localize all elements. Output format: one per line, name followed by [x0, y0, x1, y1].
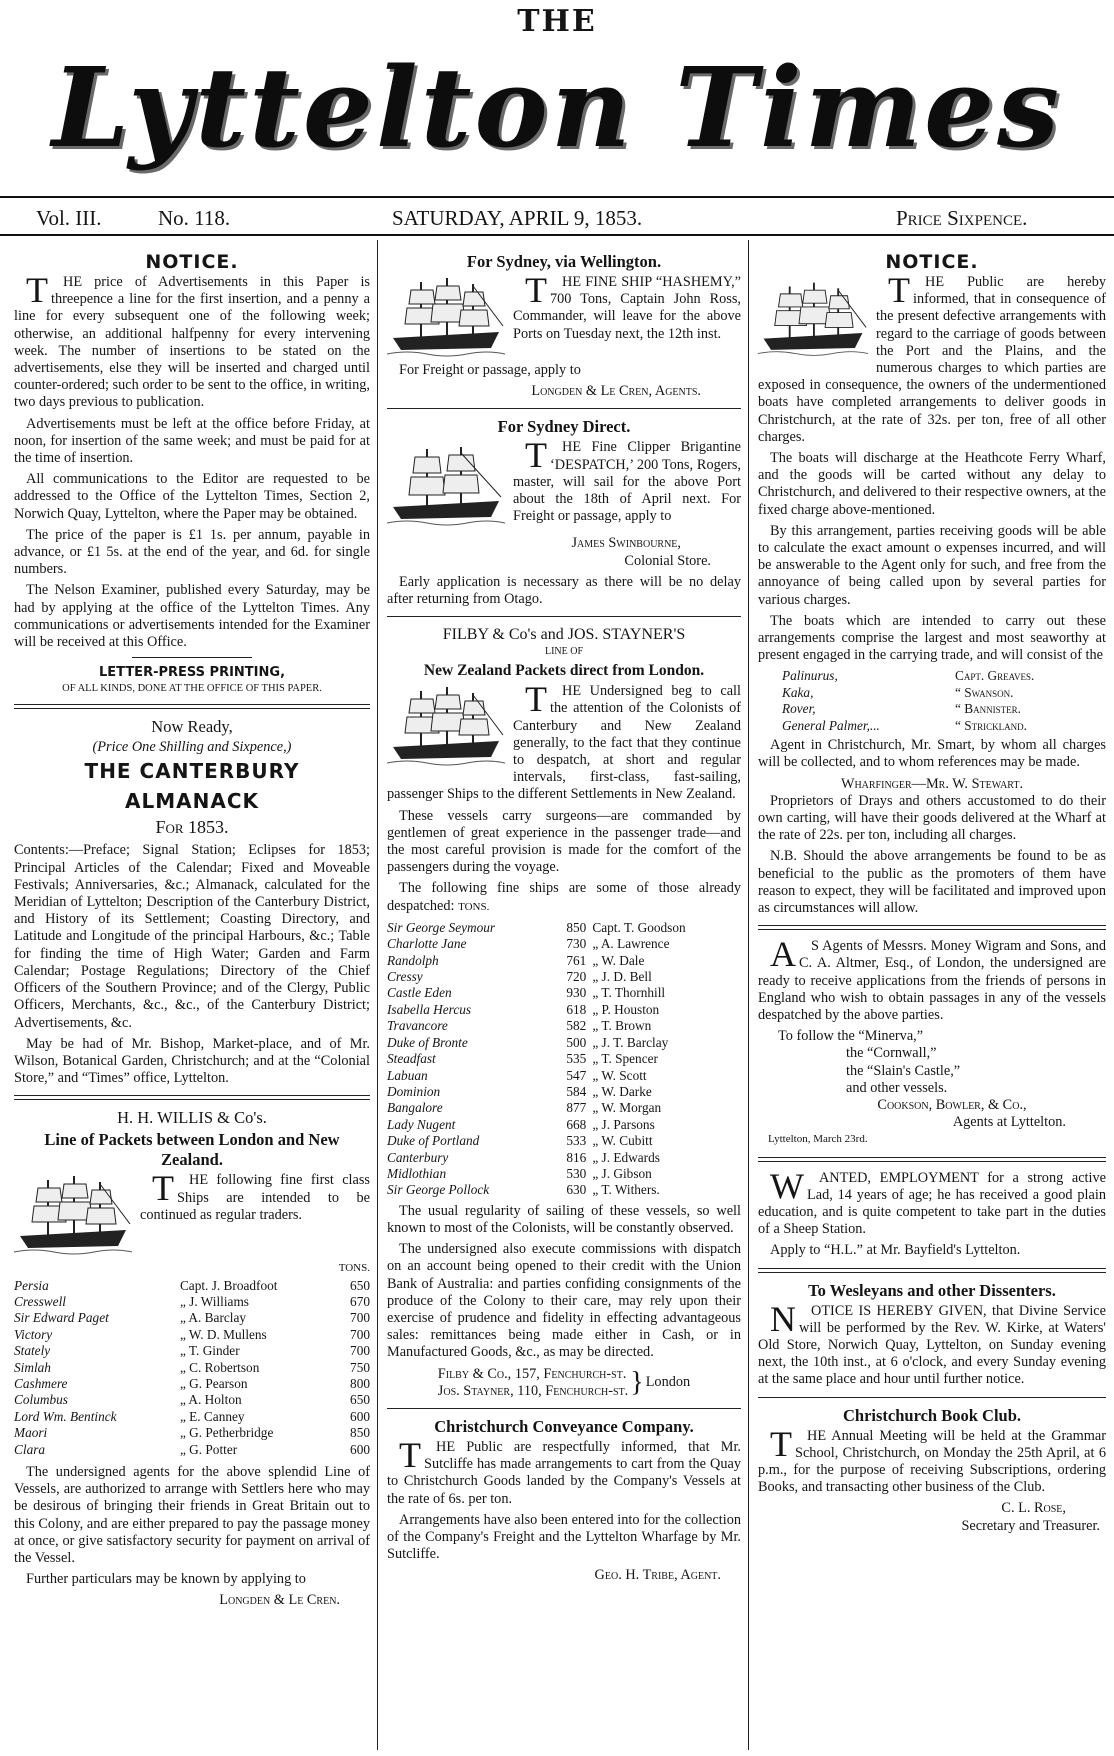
- printing-title: LETTER-PRESS PRINTING,: [98, 665, 286, 681]
- table-row: [14, 1425, 370, 1441]
- ship-illustration: [387, 441, 505, 533]
- table-cell: 530: [566, 1165, 587, 1181]
- table-cell: Capt. T. Goodson: [592, 919, 686, 935]
- table-row: [782, 701, 1095, 717]
- dateline: [0, 206, 1114, 236]
- table-row: [387, 953, 741, 969]
- table-cell: Palinurus,: [782, 668, 838, 684]
- sydney-apply: For Freight or passage, apply to: [399, 362, 581, 378]
- notice-paragraph: THE price of Advertisements in this Paper is threepence a line for the first insertion, and a penny a line for every subsequent one of the following week; otherwise, an additional halfpenny for every intervening week. The number of insertions to be stated on the advertisements, else they will be inserted and charged until counter-ordered; such order to be sent to the office, in writing, two days previous to publication.: [14, 270, 370, 411]
- table-cell: Sir George Pollock: [387, 1182, 490, 1198]
- table-cell: „ T. Brown: [592, 1018, 652, 1034]
- agents-paragraph: AS Agents of Messrs. Money Wigram and Sons, and C. A. Altmer, Esq., of London, the undersigned are ready to receive applications from the friends of persons in England who wish to obtain passages in any of the vessels despatched by the above parties.: [758, 934, 1106, 1023]
- table-cell: Stately: [14, 1343, 51, 1359]
- table-row: [14, 1294, 370, 1310]
- sydney-signature: Longden & Le Cren, Agents.: [531, 383, 701, 400]
- notice-paragraph: Agent in Christchurch, Mr. Smart, by whom all charges will be collected, and to whom references may be made.: [758, 737, 1106, 771]
- agents-signature-role: Agents at Lyttelton.: [952, 1114, 1066, 1131]
- direct-signature-place: Colonial Store.: [624, 552, 711, 569]
- table-cell: 500: [566, 1034, 587, 1050]
- table-cell: Kaka,: [782, 684, 814, 700]
- willis-signature: Longden & Le Cren.: [219, 1592, 340, 1609]
- filby-signature-block: [387, 1366, 741, 1400]
- table-cell: „ C. Robertson: [179, 1359, 260, 1375]
- table-cell: Duke of Bronte: [387, 1034, 468, 1050]
- conveyance-title: Christchurch Conveyance Company.: [434, 1417, 694, 1436]
- filby-subtitle: New Zealand Packets direct from London.: [423, 662, 705, 680]
- table-cell: “ Strickland.: [955, 717, 1027, 733]
- willis-tons-header: TONS.: [338, 1262, 370, 1275]
- table-cell: „ J. D. Bell: [592, 969, 652, 985]
- table-cell: „ T. Thornhill: [592, 985, 666, 1001]
- almanack-price: (Price One Shilling and Sixpence,): [92, 739, 292, 756]
- divider: [387, 408, 741, 409]
- table-cell: Clara: [14, 1441, 46, 1457]
- table-cell: Lord Wm. Bentinck: [14, 1408, 117, 1424]
- divider: [132, 657, 252, 658]
- table-row: [387, 969, 741, 985]
- table-cell: Duke of Portland: [387, 1133, 480, 1149]
- divider: [14, 704, 370, 709]
- table-row: [387, 1068, 741, 1084]
- notice-paragraph: Proprietors of Drays and others accustomed to do their own carting, will have their goods delivered at the Wharf at the rate of 22s. per ton, including all charges.: [758, 792, 1106, 844]
- table-row: [14, 1376, 370, 1392]
- sydney-text: THE FINE SHIP “HASHEMY,” 700 Tons, Captain John Ross, Commander, will leave for the above Ports on Tuesday next, the 12th inst.: [513, 270, 741, 342]
- wesleyans-title: To Wesleyans and other Dissenters.: [808, 1280, 1056, 1300]
- direct-note: Early application is necessary as there will be no delay after returning from Otago.: [387, 573, 741, 608]
- ship-illustration: [387, 276, 505, 360]
- filby-signature: Jos. Stayner, 110, Fenchurch-st.: [437, 1382, 629, 1399]
- willis-title: H. H. WILLIS & Co's.: [117, 1108, 267, 1128]
- table-cell: 761: [566, 952, 587, 968]
- price-label: Price Sixpence.: [896, 206, 1028, 230]
- table-cell: 630: [566, 1182, 587, 1198]
- almanack-contents: Contents:—Preface; Signal Station; Eclipses for 1853; Principal Articles of the Calendar; Fixed and Moveable Festivals; Anniversaries, &c.; Almanack, calculated for the Meridian of Lyttelton; Description of the Canterbury District, and History of its Settlement; Coasting Directory, and Latitude and Longitude of the principal Harbours, &c.; Table for finding the time of High Water; Garden and Farm Calendar; Postage Regulations; Directory of the Chief Officers of the Southern Province; and of the Clergy, Public Officers, Merchants, &c., &c., of the Canterbury District; Advertisements, &c.: [14, 842, 370, 1031]
- wanted-apply: Apply to “H.L.” at Mr. Bayfield's Lyttelton.: [770, 1242, 1021, 1259]
- agents-ship: and other vessels.: [846, 1079, 948, 1096]
- filby-paragraph: These vessels carry surgeons—are commanded by gentlemen of great experience in the passenger trade—and the most careful provision is made for the comfort of the passengers during the voyage.: [387, 807, 741, 876]
- table-row: [387, 920, 741, 936]
- table-row: [14, 1360, 370, 1376]
- table-cell: Bangalore: [387, 1100, 443, 1116]
- table-cell: Cressy: [387, 969, 423, 985]
- table-cell: 668: [566, 1116, 587, 1132]
- willis-subtitle: Line of Packets between London and New Zealand.: [44, 1130, 340, 1170]
- notice-paragraph: All communications to the Editor are requested to be addressed to the Office of the Lyttelton Times, Section 2, Norwich Quay, Lyttelton, where the Paper may be obtained.: [14, 471, 370, 522]
- conveyance-paragraph: THE Public are respectfully informed, that Mr. Sutcliffe has made arrangements to cart from the Quay to Christchurch Goods landed by the Company's Vessels at the rate of 6s. per ton.: [387, 1435, 741, 1507]
- table-row: [782, 718, 1095, 734]
- brace: }: [630, 1367, 644, 1399]
- agents-ship: the “Cornwall,”: [846, 1045, 937, 1062]
- filby-signature: Filby & Co., 157, Fenchurch-st.: [437, 1365, 627, 1382]
- direct-title: For Sydney Direct.: [497, 417, 631, 437]
- masthead-the: THE: [517, 4, 597, 39]
- filby-ships-intro: The following fine ships are some of those already despatched:: [387, 880, 741, 914]
- table-cell: 535: [566, 1051, 587, 1067]
- notice-paragraph: THE Public are hereby informed, that in consequence of the present defective arrangements with regard to the carriage of goods between the Port and the Plains, and the numerous charges to which parties are exposed in consequence, the owners of the undermentioned boats have completed arrangements to deliver goods in Christchurch, at the rate of 32s. per ton, free of all other charges.: [758, 270, 1106, 445]
- column-1: [14, 250, 370, 1610]
- table-cell: „ P. Houston: [592, 1001, 660, 1017]
- table-row: [387, 1002, 741, 1018]
- wanted-paragraph: WANTED, EMPLOYMENT for a strong active Lad, 14 years of age; he has received a good plain education, and is quite competent to take part in the duties of a Sheep Station.: [758, 1165, 1106, 1238]
- table-cell: Charlotte Jane: [387, 936, 467, 952]
- filby-tons-header: TONS.: [458, 900, 490, 913]
- divider: [758, 925, 1106, 930]
- table-cell: Sir Edward Paget: [14, 1310, 109, 1326]
- table-cell: 584: [566, 1083, 587, 1099]
- table-row: [387, 1182, 741, 1198]
- table-cell: „ J. Parsons: [592, 1116, 655, 1132]
- table-row: [782, 685, 1095, 701]
- ship-illustration: [758, 276, 868, 364]
- sydney-title: For Sydney, via Wellington.: [466, 252, 662, 271]
- bookclub-signature: C. L. Rose,: [1001, 1500, 1066, 1517]
- conveyance-signature: Geo. H. Tribe, Agent.: [594, 1567, 721, 1584]
- table-cell: „ T. Withers.: [592, 1182, 660, 1198]
- filby-signature-city: London: [645, 1374, 691, 1391]
- table-row: [387, 1133, 741, 1149]
- table-row: [14, 1392, 370, 1408]
- table-cell: Persia: [14, 1277, 49, 1293]
- table-cell: „ W. D. Mullens: [179, 1326, 267, 1342]
- table-row: [14, 1343, 370, 1359]
- table-cell: „ T. Ginder: [179, 1343, 240, 1359]
- ship-illustration: [387, 685, 505, 769]
- table-cell: 600: [350, 1408, 370, 1424]
- table-row: [387, 985, 741, 1001]
- table-row: [387, 1084, 741, 1100]
- divider: [758, 1397, 1106, 1398]
- table-cell: 547: [566, 1067, 587, 1083]
- table-cell: „ W. Dale: [592, 952, 645, 968]
- printing-subtitle: OF ALL KINDS, DONE AT THE OFFICE OF THIS PAPER.: [62, 683, 322, 695]
- filby-paragraph: THE Undersigned beg to call the attention of the Colonists of Canterbury and New Zealand generally, to the fact that they continue to despatch, at short and regular intervals, first-class, fast-sailing, passenger Ships to the different Settlements in New Zealand.: [387, 679, 741, 803]
- table-cell: 600: [350, 1441, 370, 1457]
- divider: [758, 1268, 1106, 1273]
- table-cell: Castle Eden: [387, 985, 452, 1001]
- direct-signature: James Swinbourne,: [571, 535, 681, 552]
- divider: [758, 1157, 1106, 1162]
- notice-paragraph: N.B. Should the above arrangements be found to be as beneficial to the public as the promoters of them have reason to expect, they will be facilitated and improved upon as circumstances will allow.: [758, 848, 1106, 916]
- table-cell: 850: [350, 1425, 370, 1441]
- wesleyans-paragraph: NOTICE IS HEREBY GIVEN, that Divine Service will be performed by the Rev. W. Kirke, at Waters' Old Store, Norwich Quay, Lyttelton, on Sunday evening next, the 10th inst., at 6 o'clock, and every Sunday evening at the same place and hour until further notice.: [758, 1298, 1106, 1388]
- agents-follow: To follow the “Minerva,”: [778, 1028, 924, 1045]
- table-cell: Randolph: [387, 952, 439, 968]
- table-cell: „ J. Gibson: [592, 1165, 652, 1181]
- notice-paragraph: The price of the paper is £1 1s. per annum, payable in advance, or £1 5s. at the end of the year, and 6d. for single numbers.: [14, 526, 370, 578]
- table-row: [387, 1150, 741, 1166]
- notice-heading: NOTICE.: [885, 251, 979, 273]
- table-row: [14, 1278, 370, 1294]
- table-cell: Maori: [14, 1425, 48, 1441]
- table-cell: Columbus: [14, 1392, 68, 1408]
- table-cell: „ A. Holton: [179, 1392, 242, 1408]
- table-row: [387, 1018, 741, 1034]
- almanack-year: For 1853.: [155, 817, 229, 838]
- almanack-now-ready: Now Ready,: [151, 717, 233, 737]
- almanack-where: May be had of Mr. Bishop, Market-place, and of Mr. Wilson, Botanical Garden, Christchurch; and at the “Colonial Store,” and “Times” office, Lyttelton.: [14, 1035, 370, 1087]
- table-cell: Canterbury: [387, 1149, 449, 1165]
- table-row: [387, 936, 741, 952]
- table-cell: “ Bannister.: [955, 701, 1021, 717]
- table-cell: „ A. Lawrence: [592, 936, 670, 952]
- masthead-rule-bottom: [0, 234, 1114, 236]
- table-cell: „ J. Edwards: [592, 1149, 660, 1165]
- table-cell: Rover,: [782, 701, 816, 717]
- table-cell: Simlah: [14, 1359, 51, 1375]
- table-cell: „ G. Petherbridge: [179, 1425, 274, 1441]
- table-cell: 650: [350, 1392, 370, 1408]
- table-cell: 700: [350, 1310, 370, 1326]
- table-cell: 720: [566, 969, 587, 985]
- notice-paragraph: The boats will discharge at the Heathcote Ferry Wharf, and the goods will be carted without any delay to Christchurch, and delivered to their respective owners, at the fixed charge above-mentioned.: [758, 450, 1106, 518]
- table-cell: Lady Nugent: [387, 1116, 456, 1132]
- table-cell: „ T. Spencer: [592, 1051, 658, 1067]
- willis-paragraph: The undersigned agents for the above splendid Line of Vessels, are authorized to arrange with Settlers here who may be desirous of bringing their friends in Great Britain out to this Colony, and are either prepared to pay the passage money at once, or give satisfactory security for payment on arrival of the Vessel.: [14, 1463, 370, 1566]
- table-cell: „ E. Canney: [179, 1408, 245, 1424]
- table-cell: Victory: [14, 1326, 53, 1342]
- masthead-rule-top: [0, 196, 1114, 198]
- table-cell: 650: [350, 1277, 370, 1293]
- table-cell: 670: [350, 1293, 370, 1309]
- table-cell: „ A. Barclay: [179, 1310, 247, 1326]
- divider: [14, 1095, 370, 1100]
- table-cell: 582: [566, 1018, 587, 1034]
- table-cell: Cresswell: [14, 1293, 66, 1309]
- bookclub-title: Christchurch Book Club.: [842, 1405, 1022, 1425]
- table-cell: “ Swanson.: [955, 684, 1014, 700]
- divider: [387, 616, 741, 617]
- table-cell: 800: [350, 1375, 370, 1391]
- bookclub-paragraph: THE Annual Meeting will be held at the Grammar School, Christchurch, on Monday the 25th April, at 6 p.m., for the purpose of receiving Subscriptions, ordering Books, and transacting other business of the Club.: [758, 1423, 1106, 1496]
- filby-paragraph: The undersigned also execute commissions with dispatch on an account being opened to their credit with the Union Bank of Australia: and parties confiding consignments of the produce of the Colony to their care, may rely upon their exercise of prudence and fidelity in effecting advantageous sales: remittances being made either in Cash, or in Manufactured Goods, &c., as may be directed.: [387, 1241, 741, 1361]
- column-3: [758, 250, 1106, 1535]
- table-cell: Capt. Greaves.: [955, 668, 1035, 684]
- issue-date: SATURDAY, APRIL 9, 1853.: [392, 206, 643, 230]
- table-cell: „ J. Williams: [179, 1293, 249, 1309]
- table-cell: Dominion: [387, 1083, 441, 1099]
- filby-ship-table: [387, 920, 741, 1199]
- table-row: [782, 668, 1095, 684]
- table-cell: General Palmer,...: [782, 717, 880, 733]
- conveyance-paragraph: Arrangements have also been entered into for the collection of the Company's Freight and the Lyttelton Wharfage by Mr. Sutcliffe.: [387, 1511, 741, 1563]
- table-cell: 533: [566, 1133, 587, 1149]
- table-cell: „ W. Cubitt: [592, 1133, 653, 1149]
- table-cell: Sir George Seymour: [387, 919, 496, 935]
- table-cell: Labuan: [387, 1067, 428, 1083]
- willis-intro: THE following fine first class Ships are intended to be continued as regular traders.: [140, 1168, 370, 1223]
- table-row: [387, 1117, 741, 1133]
- table-cell: 700: [350, 1343, 370, 1359]
- column-divider-1: [377, 240, 378, 1750]
- table-cell: 850: [566, 919, 587, 935]
- table-row: [387, 1051, 741, 1067]
- table-cell: „ W. Scott: [592, 1067, 647, 1083]
- masthead-title: Lyttelton Times: [51, 43, 1063, 172]
- number-label: No. 118.: [158, 206, 231, 230]
- filby-title: FILBY & Co's and JOS. STAYNER'S: [442, 626, 686, 644]
- volume-label: Vol. III.: [36, 206, 102, 230]
- column-2: [387, 250, 741, 1585]
- direct-text: THE Fine Clipper Brigantine ‘DESPATCH,’ 200 Tons, Rogers, master, will sail for the above Port about the 18th of April next. For Freight or passage, apply to: [513, 435, 741, 525]
- table-row: [387, 1100, 741, 1116]
- table-cell: 730: [566, 936, 587, 952]
- notice-paragraph: By this arrangement, parties receiving goods will be able to calculate the exact amount o expenses incurred, and will be answerable to the Agent only for such, and free from the annoyance of being called upon by several parties for various charges.: [758, 522, 1106, 608]
- table-cell: 877: [566, 1100, 587, 1116]
- agents-date: Lyttelton, March 23rd.: [768, 1133, 868, 1146]
- table-row: [387, 1166, 741, 1182]
- almanack-title: THE CANTERBURY ALMANACK: [84, 759, 300, 814]
- table-cell: 930: [566, 985, 587, 1001]
- table-cell: 750: [350, 1359, 370, 1375]
- table-row: [14, 1442, 370, 1458]
- column-divider-2: [748, 240, 749, 1750]
- table-cell: Cashmere: [14, 1375, 68, 1391]
- filby-paragraph: [387, 880, 741, 915]
- table-row: [14, 1409, 370, 1425]
- willis-ship-table: [14, 1278, 370, 1458]
- bookclub-signature-role: Secretary and Treasurer.: [961, 1517, 1100, 1534]
- table-cell: „ J. T. Barclay: [592, 1034, 669, 1050]
- table-row: [14, 1310, 370, 1326]
- table-cell: Midlothian: [387, 1165, 447, 1181]
- table-cell: Steadfast: [387, 1051, 436, 1067]
- table-cell: 816: [566, 1149, 587, 1165]
- table-cell: Isabella Hercus: [387, 1001, 472, 1017]
- table-cell: 700: [350, 1326, 370, 1342]
- table-cell: „ G. Potter: [179, 1441, 238, 1457]
- boats-table: [782, 668, 1095, 734]
- notice-heading: NOTICE.: [145, 251, 239, 273]
- divider: [387, 1408, 741, 1409]
- table-row: [387, 1035, 741, 1051]
- table-cell: „ G. Pearson: [179, 1375, 248, 1391]
- table-row: [14, 1327, 370, 1343]
- table-cell: „ W. Darke: [592, 1083, 652, 1099]
- agents-ship: the “Slain's Castle,”: [846, 1062, 961, 1079]
- ship-illustration: [14, 1174, 132, 1258]
- agents-signature: Cookson, Bowler, & Co.,: [877, 1096, 1027, 1113]
- filby-line-of: LINE OF: [544, 646, 584, 658]
- table-cell: „ W. Morgan: [592, 1100, 662, 1116]
- table-cell: Capt. J. Broadfoot: [179, 1277, 278, 1293]
- notice-paragraph: Advertisements must be left at the office before Friday, at noon, for insertion of the same week; and must be paid for at the time of insertion.: [14, 415, 370, 467]
- notice-paragraph: The boats which are intended to carry out these arrangements comprise the largest and most seaworthy at present engaged in the carrying trade, and will consist of the: [758, 612, 1106, 664]
- willis-paragraph: Further particulars may be known by applying to: [26, 1571, 306, 1588]
- filby-paragraph: The usual regularity of sailing of these vessels, so well known to most of the Colonists, will be constantly observed.: [387, 1202, 741, 1236]
- table-cell: Travancore: [387, 1018, 448, 1034]
- table-cell: 618: [566, 1001, 587, 1017]
- notice-paragraph: The Nelson Examiner, published every Saturday, may be had by applying at the office of the Lyttelton Times. Any communications or advertisements intended for the Examiner will be received at this Office.: [14, 582, 370, 651]
- wharfinger: Wharfinger—Mr. W. Stewart.: [840, 775, 1024, 792]
